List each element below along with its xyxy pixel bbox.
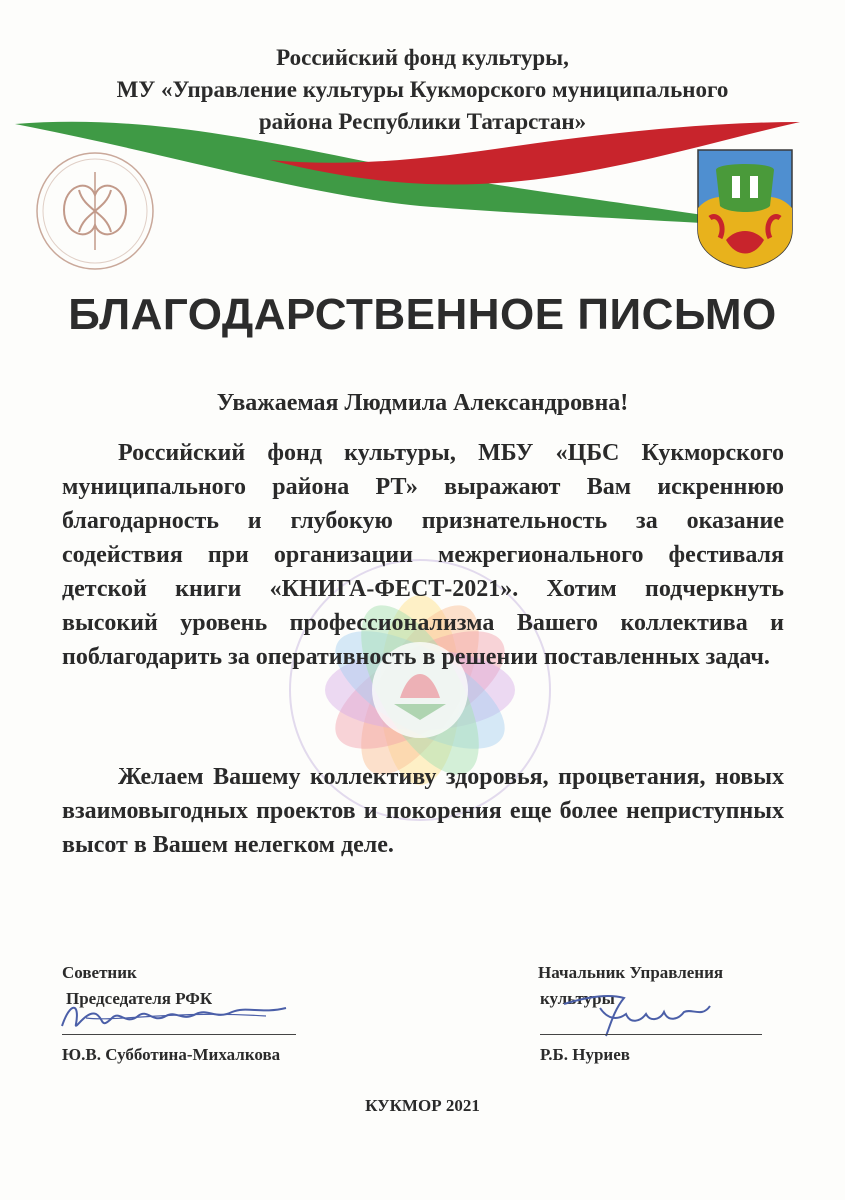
paragraph-1-text: Российский фонд культуры, МБУ «ЦБС Кукморского муниципального района РТ» выражают Вам искреннюю благодарность и глубокую признательность за оказание содействия при организации межрегионального фестиваля детской книги «КНИГА-ФЕСТ-2021». Хотим подчеркнуть высокий уровень профессионализма Вашего коллектива и поблагодарить за оперативность в решении поставленных задач. xyxy=(62,440,784,670)
right-signer-role-2: культуры xyxy=(540,989,615,1008)
letter-paragraph-1 xyxy=(62,436,784,674)
place-and-year: КУКМОР 2021 xyxy=(365,1096,480,1115)
letter-paragraph-2 xyxy=(62,760,784,862)
greeting: Уважаемая Людмила Александровна! xyxy=(216,390,629,416)
coat-of-arms-icon xyxy=(696,148,794,270)
right-signer-role-1: Начальник Управления xyxy=(538,963,724,982)
monogram-seal-icon xyxy=(34,150,156,272)
paragraph-2-text: Желаем Вашему коллективу здоровья, процветания, новых взаимовыгодных проектов и покорения еще более неприступных высот в Вашем нелегком деле. xyxy=(62,764,784,858)
right-signature-line xyxy=(540,1034,762,1035)
header-line-2: МУ «Управление культуры Кукморского муниципального xyxy=(116,77,729,102)
right-signer-name: Р.Б. Нуриев xyxy=(540,1045,630,1064)
right-signature-icon xyxy=(560,990,730,1040)
left-signature-line xyxy=(62,1034,296,1035)
left-signer-role-1: Советник xyxy=(62,963,137,982)
header-line-3: района Республики Татарстан» xyxy=(258,109,587,134)
header-line-1: Российский фонд культуры, xyxy=(276,45,569,70)
document-title: БЛАГОДАРСТВЕННОЕ ПИСЬМО xyxy=(68,290,777,339)
left-signature-icon xyxy=(56,996,296,1036)
left-signer-role-2: Председателя РФК xyxy=(66,989,213,1008)
left-signer-name: Ю.В. Субботина-Михалкова xyxy=(62,1045,281,1064)
